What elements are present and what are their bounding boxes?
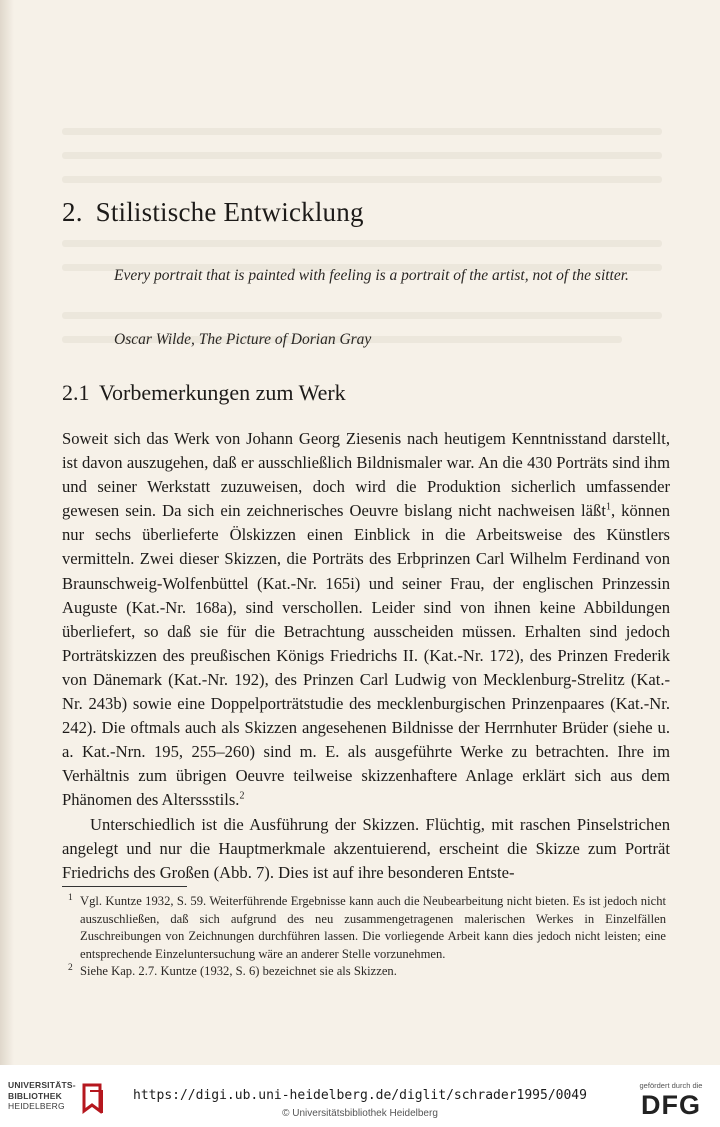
chapter-number: 2. [62,197,83,227]
section-number: 2.1 [62,380,90,405]
bleed-through-line [62,176,662,183]
footnote-text: Siehe Kap. 2.7. Kuntze (1932, S. 6) bezeichnet sie als Skizzen. [80,964,397,979]
copyright-notice: © Universitätsbibliothek Heidelberg [282,1108,438,1119]
permalink-url[interactable]: https://digi.ub.uni-heidelberg.de/diglit/schrader1995/0049 [133,1088,587,1103]
footnote-divider [62,886,187,887]
footnote-number: 2 [68,963,73,974]
paragraph-1-part-b: , können nur sechs überlieferte Ölskizzen einen Einblick in die Arbeitsweise des Künstlers vermitteln. Zwei dieser Skizzen, die Porträts des Erbprinzen Carl Wilhelm Ferdinand von Braunschweig-Wolfenbüttel (Kat.-Nr. 165i) und seiner Frau, der englischen Prinzessin Auguste (Kat.-Nr. 168a), sind verschollen. Leider sind von ihnen keine Abbildungen überliefert, so daß sie für die Betrachtung ausscheiden müssen. Erhalten sind jedoch Porträtskizzen des preußischen Königs Friedrichs II. (Kat.-Nr. 172), des Prinzen Frederik von Dänemark (Kat.-Nr. 192), des Prinzen Carl Ludwig von Mecklenburg-Strelitz (Kat.-Nr. 243b) sowie eine Doppelporträtstudie des mecklenburgischen Prinzenpaares (Kat.-Nr. 242). Die oftmals auch als Skizzen angesehenen Bildnisse der Herrnhuter Brüder (siehe u. a. Kat.-Nrn. 195, 255–260) sind m. E. als ausgeführte Werke zu betrachten. Ihre im Verhältnis zum übrigen Oeuvre teilweise skizzenhaftere Anlage erklärt sich aus dem Phänomen des Alterssstils. [62,501,670,810]
body-text [62,427,670,885]
section-heading [62,380,346,406]
epigraph-attribution: Oscar Wilde, The Picture of Dorian Gray [114,331,372,348]
footnotes [68,893,666,981]
dfg-funder-logo[interactable] [628,1081,714,1125]
library-name-line-1: UNIVERSITÄTS- [8,1080,76,1090]
viewer-footer [0,1065,720,1127]
footnote-ref-1[interactable]: 1 [605,501,611,513]
footnote-ref-2[interactable]: 2 [239,790,245,802]
paragraph-1-part-a: Soweit sich das Werk von Johann Georg Ziesenis nach heutigem Kenntnisstand darstellt, ist davon auszugehen, daß er ausschließlich Bildnismaler war. An die 430 Porträts sind ihm und seiner Werkstatt zuzuweisen, doch wird die Produktion sicherlich umfassender gewesen sein. Da sich ein zeichnerisches Oeuvre bislang nicht nachweisen läßt [62,429,670,521]
library-name-line-3: HEIDELBERG [8,1101,65,1111]
footnote-1 [68,893,666,963]
bleed-through-line [62,240,662,247]
library-name-line-2: BIBLIOTHEK [8,1090,62,1101]
section-title: Vorbemerkungen zum Werk [99,380,346,405]
footnote-2 [68,963,666,981]
funder-caption: gefördert durch die [639,1081,703,1090]
bleed-through-line [62,128,662,135]
paragraph-2: Unterschiedlich ist die Ausführung der Skizzen. Flüchtig, mit raschen Pinselstrichen angelegt und nur die Hauptmerkmale akzentuierend, erscheint die Skizze zum Porträt Friedrichs des Großen (Abb. 7). Dies ist auf ihre besonderen Entste- [62,814,670,882]
paragraph-1 [62,427,670,813]
chapter-title: Stilistische Entwicklung [95,197,364,227]
dfg-wordmark: DFG [641,1090,701,1120]
bleed-through-line [62,152,662,159]
chapter-heading [62,197,364,228]
epigraph-quote: Every portrait that is painted with feeling is a portrait of the artist, not of the sitter. [114,267,629,284]
footnote-text: Vgl. Kuntze 1932, S. 59. Weiterführende Ergebnisse kann auch die Neubearbeitung nicht bieten. Es ist jedoch nicht auszuschließen, daß sich aufgrund des neu zusammengetragenen malerischen Werkes in Einzelfällen Zuschreibungen von Zeichnungen durchführen lassen. Die vorliegende Arbeit kann dies jedoch nicht leisten; eine entsprechende Einzeluntersuchung wäre an anderer Stelle vorzunehmen. [80,894,666,961]
footnote-number: 1 [68,893,73,903]
bleed-through-line [62,312,662,319]
